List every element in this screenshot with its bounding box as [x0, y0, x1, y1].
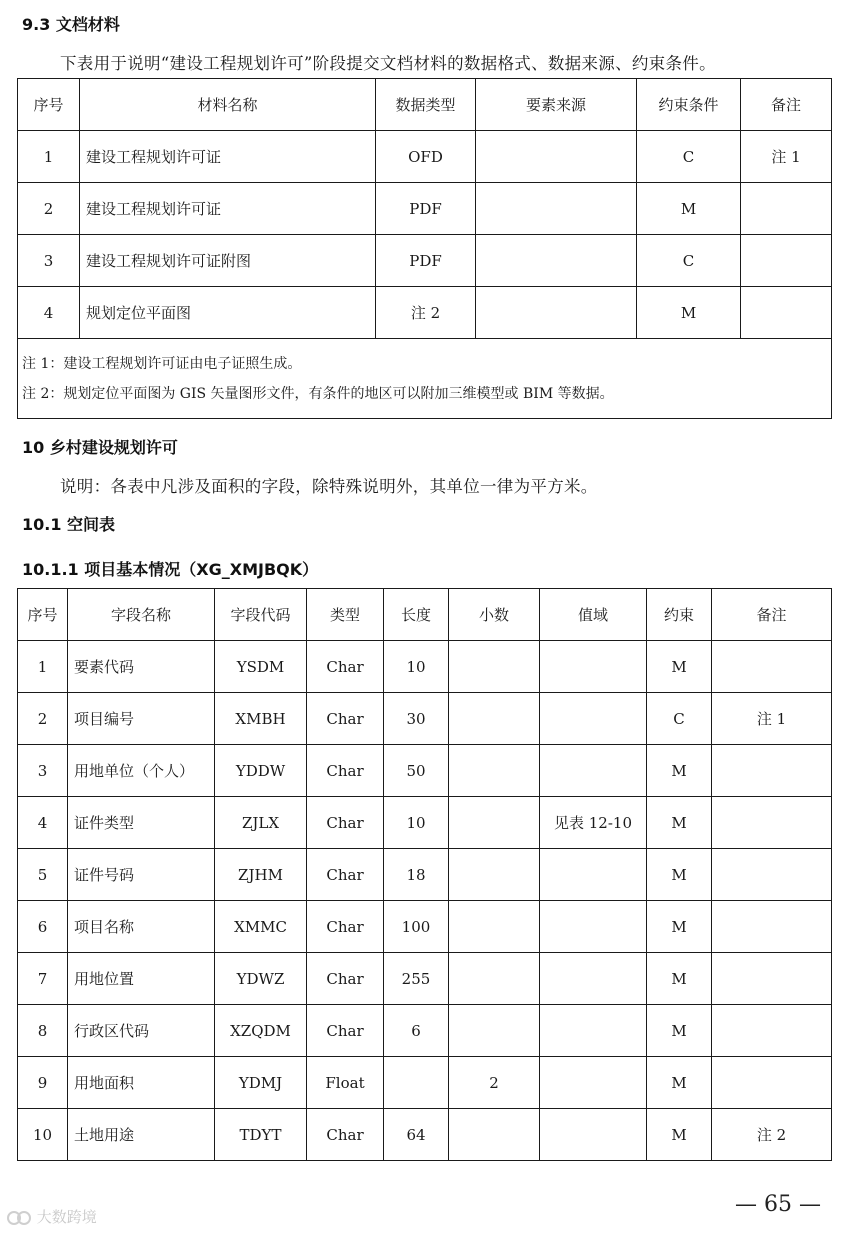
cell-constraint: M	[647, 745, 712, 797]
cell-note	[712, 901, 832, 953]
cell-name: 证件类型	[68, 797, 215, 849]
cell-decimal	[449, 849, 540, 901]
table-row	[18, 1109, 832, 1161]
cell-name: 规划定位平面图	[80, 287, 376, 339]
table-row	[18, 901, 832, 953]
section-10-heading: 10 乡村建设规划许可	[22, 438, 178, 457]
table-header-row	[18, 589, 832, 641]
cell-decimal	[449, 1005, 540, 1057]
cell-note	[712, 1005, 832, 1057]
table-row	[18, 235, 832, 287]
cell-note	[741, 287, 832, 339]
cell-code: XZQDM	[215, 1005, 307, 1057]
column-header: 约束	[647, 589, 712, 641]
cell-constraint: M	[637, 183, 741, 235]
cell-constraint: M	[647, 849, 712, 901]
cell-decimal	[449, 693, 540, 745]
cell-source	[476, 131, 637, 183]
cell-constraint: M	[637, 287, 741, 339]
table-row	[18, 287, 832, 339]
cell-name: 建设工程规划许可证附图	[80, 235, 376, 287]
cell-code: YSDM	[215, 641, 307, 693]
table-notes	[18, 339, 832, 419]
column-header: 字段代码	[215, 589, 307, 641]
cell-note	[741, 183, 832, 235]
cell-constraint: M	[647, 797, 712, 849]
cell-decimal	[449, 641, 540, 693]
table-row	[18, 183, 832, 235]
column-header: 备注	[741, 79, 832, 131]
cell-no: 9	[18, 1057, 68, 1109]
cell-type: Char	[307, 693, 384, 745]
column-header: 序号	[18, 79, 80, 131]
cell-length: 255	[384, 953, 449, 1005]
cell-source	[476, 235, 637, 287]
cell-no: 3	[18, 745, 68, 797]
cell-type: Char	[307, 901, 384, 953]
cell-type: Char	[307, 1005, 384, 1057]
cell-note	[712, 1057, 832, 1109]
cell-length: 10	[384, 641, 449, 693]
column-header: 约束条件	[637, 79, 741, 131]
cell-decimal	[449, 953, 540, 1005]
cell-note	[712, 849, 832, 901]
cell-length: 50	[384, 745, 449, 797]
cell-code: ZJLX	[215, 797, 307, 849]
cell-no: 4	[18, 287, 80, 339]
cell-no: 7	[18, 953, 68, 1005]
cell-name: 证件号码	[68, 849, 215, 901]
table-row	[18, 849, 832, 901]
cell-domain	[540, 901, 647, 953]
cell-no: 8	[18, 1005, 68, 1057]
cell-decimal: 2	[449, 1057, 540, 1109]
column-header: 序号	[18, 589, 68, 641]
cell-type: Char	[307, 797, 384, 849]
cell-no: 4	[18, 797, 68, 849]
column-header: 材料名称	[80, 79, 376, 131]
column-header: 长度	[384, 589, 449, 641]
section-10-description: 说明：各表中凡涉及面积的字段，除特殊说明外，其单位一律为平方米。	[60, 477, 598, 496]
column-header: 字段名称	[68, 589, 215, 641]
cell-note: 注 1	[712, 693, 832, 745]
page-number: — 65 —	[735, 1192, 821, 1217]
cell-length	[384, 1057, 449, 1109]
cell-note	[712, 745, 832, 797]
table-row	[18, 1057, 832, 1109]
cell-source	[476, 287, 637, 339]
cell-constraint: M	[647, 901, 712, 953]
cell-domain	[540, 1005, 647, 1057]
cell-constraint: M	[647, 1057, 712, 1109]
cell-code: YDMJ	[215, 1057, 307, 1109]
cell-name: 用地面积	[68, 1057, 215, 1109]
cell-length: 18	[384, 849, 449, 901]
cell-domain: 见表 12-10	[540, 797, 647, 849]
cell-name: 行政区代码	[68, 1005, 215, 1057]
cell-type: Float	[307, 1057, 384, 1109]
cell-length: 6	[384, 1005, 449, 1057]
cell-domain	[540, 849, 647, 901]
column-header: 小数	[449, 589, 540, 641]
column-header: 要素来源	[476, 79, 637, 131]
cell-note: 注 1	[741, 131, 832, 183]
cell-note	[712, 953, 832, 1005]
cell-domain	[540, 745, 647, 797]
table-row	[18, 693, 832, 745]
cell-constraint: C	[637, 131, 741, 183]
cell-note	[741, 235, 832, 287]
cell-decimal	[449, 797, 540, 849]
cell-name: 建设工程规划许可证	[80, 131, 376, 183]
cell-type: Char	[307, 641, 384, 693]
cell-constraint: M	[647, 1005, 712, 1057]
cell-name: 土地用途	[68, 1109, 215, 1161]
cell-type: Char	[307, 745, 384, 797]
cell-decimal	[449, 1109, 540, 1161]
cell-no: 2	[18, 183, 80, 235]
cell-length: 10	[384, 797, 449, 849]
cell-no: 6	[18, 901, 68, 953]
cell-name: 用地位置	[68, 953, 215, 1005]
cell-constraint: M	[647, 1109, 712, 1161]
section-10-1-1-heading: 10.1.1 项目基本情况（XG_XMJBQK）	[22, 560, 319, 579]
cell-name: 用地单位（个人）	[68, 745, 215, 797]
table-notes-row	[18, 339, 832, 419]
section-10-1-heading: 10.1 空间表	[22, 515, 116, 534]
cell-name: 项目编号	[68, 693, 215, 745]
cell-note: 注 2	[712, 1109, 832, 1161]
table-row	[18, 797, 832, 849]
cell-constraint: M	[647, 641, 712, 693]
cell-type: Char	[307, 1109, 384, 1161]
note-2: 注 2：规划定位平面图为 GIS 矢量图形文件，有条件的地区可以附加三维模型或 BIM 等数据。	[22, 385, 614, 402]
cell-type: Char	[307, 953, 384, 1005]
table-row	[18, 745, 832, 797]
cell-constraint: C	[637, 235, 741, 287]
cell-no: 5	[18, 849, 68, 901]
cell-decimal	[449, 901, 540, 953]
section-9-3-intro: 下表用于说明“建设工程规划许可”阶段提交文档材料的数据格式、数据来源、约束条件。	[60, 54, 716, 73]
cell-note	[712, 641, 832, 693]
cell-domain	[540, 1057, 647, 1109]
watermark	[6, 1206, 97, 1227]
cell-length: 30	[384, 693, 449, 745]
cell-type: PDF	[376, 183, 476, 235]
cell-name: 项目名称	[68, 901, 215, 953]
cell-no: 3	[18, 235, 80, 287]
note-1: 注 1：建设工程规划许可证由电子证照生成。	[22, 355, 302, 372]
cell-no: 10	[18, 1109, 68, 1161]
column-header: 备注	[712, 589, 832, 641]
cell-no: 2	[18, 693, 68, 745]
cell-name: 要素代码	[68, 641, 215, 693]
column-header: 数据类型	[376, 79, 476, 131]
table-row	[18, 641, 832, 693]
project-basic-info-table	[17, 588, 832, 1161]
cell-code: XMMC	[215, 901, 307, 953]
cell-constraint: C	[647, 693, 712, 745]
cell-domain	[540, 693, 647, 745]
watermark-text: 大数跨境	[36, 1208, 97, 1226]
cell-name: 建设工程规划许可证	[80, 183, 376, 235]
cell-decimal	[449, 745, 540, 797]
column-header: 值域	[540, 589, 647, 641]
cell-domain	[540, 1109, 647, 1161]
cell-type: Char	[307, 849, 384, 901]
cell-type: 注 2	[376, 287, 476, 339]
table-row	[18, 1005, 832, 1057]
cell-code: ZJHM	[215, 849, 307, 901]
cell-note	[712, 797, 832, 849]
watermark-logo-icon	[6, 1209, 32, 1227]
section-9-3-heading: 9.3 文档材料	[22, 15, 120, 34]
document-materials-table	[17, 78, 832, 419]
cell-code: YDDW	[215, 745, 307, 797]
table-row	[18, 953, 832, 1005]
cell-code: TDYT	[215, 1109, 307, 1161]
cell-source	[476, 183, 637, 235]
cell-code: XMBH	[215, 693, 307, 745]
cell-type: PDF	[376, 235, 476, 287]
table-header-row	[18, 79, 832, 131]
cell-domain	[540, 641, 647, 693]
cell-length: 64	[384, 1109, 449, 1161]
cell-length: 100	[384, 901, 449, 953]
cell-type: OFD	[376, 131, 476, 183]
cell-domain	[540, 953, 647, 1005]
cell-no: 1	[18, 131, 80, 183]
cell-no: 1	[18, 641, 68, 693]
column-header: 类型	[307, 589, 384, 641]
table-row	[18, 131, 832, 183]
cell-constraint: M	[647, 953, 712, 1005]
cell-code: YDWZ	[215, 953, 307, 1005]
